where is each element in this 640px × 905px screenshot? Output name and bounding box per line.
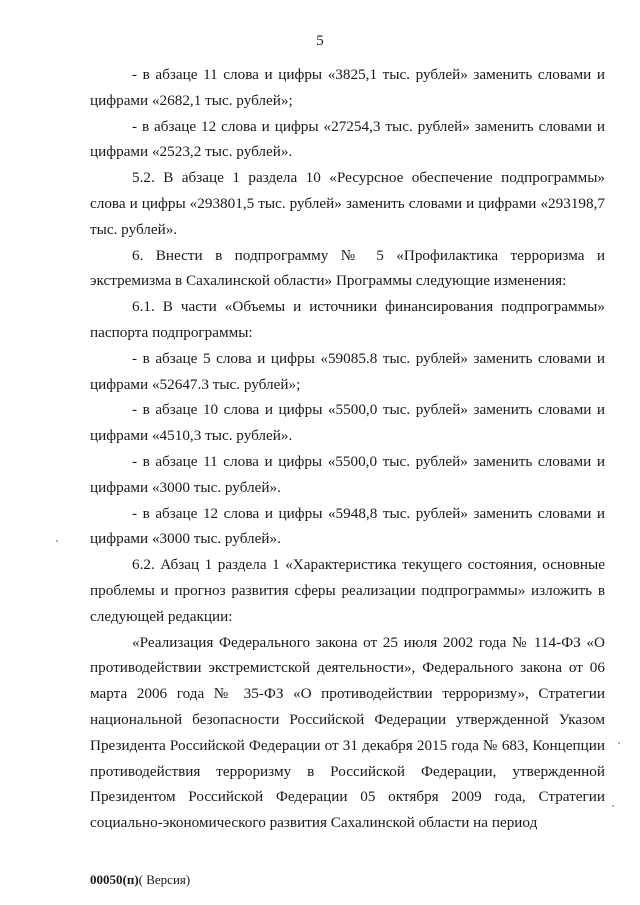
paragraph-6-1-item-12: - в абзаце 12 слова и цифры «5948,8 тыс. рублей» заменить словами и цифрами «3000 тыс. рублей». [90,504,605,548]
paragraph-5-2: 5.2. В абзаце 1 раздела 10 «Ресурсное обеспечение подпрограммы» слова и цифры «293801,5 тыс. рублей» заменить словами и цифрами «293198,7 тыс. рублей». [90,169,605,238]
paragraph-5-1-item-12: - в абзаце 12 слова и цифры «27254,3 тыс. рублей» заменить словами и цифрами «2523,2 тыс. рублей». [90,117,605,161]
paragraph-quote: «Реализация Федерального закона от 25 июля 2002 года № 114-ФЗ «О противодействии экстремистской деятельности», Федерального закона от 06 марта 2006 года № 35-ФЗ «О противодействии терроризму», Стратегии национальной безопасности Российской Федерации утвержденной Указом Президента Российской Федерации от 31 декабря 2015 года № 683, Концепции противодействия терроризму в Российской Федерации, утвержденной Президентом Российской Федерации 05 октября 2009 года, Стратегии социально-экономического развития Сахалинской области на период [90,633,605,832]
scan-speck [612,805,614,807]
scan-speck [618,742,620,744]
footer [90,872,190,888]
paragraph-6-1-item-5: - в абзаце 5 слова и цифры «59085.8 тыс. рублей» заменить словами и цифрами «52647.3 тыс. рублей»; [90,349,605,393]
paragraph-6-1-item-10: - в абзаце 10 слова и цифры «5500,0 тыс. рублей» заменить словами и цифрами «4510,3 тыс. рублей». [90,401,605,445]
footer-version: ( Версия) [138,872,191,887]
paragraph-6-2: 6.2. Абзац 1 раздела 1 «Характеристика текущего состояния, основные проблемы и прогноз развития сферы реализации подпрограммы» изложить в следующей редакции: [90,556,605,625]
paragraph-6-1: 6.1. В части «Объемы и источники финансирования подпрограммы» паспорта подпрограммы: [90,298,605,341]
paragraph-6-1-item-11: - в абзаце 11 слова и цифры «5500,0 тыс. рублей» заменить словами и цифрами «3000 тыс. рублей». [90,452,605,496]
paragraph-6: 6. Внести в подпрограмму № 5 «Профилактика терроризма и экстремизма в Сахалинской области» Программы следующие изменения: [90,246,605,290]
paragraph-5-1-item-11: - в абзаце 11 слова и цифры «3825,1 тыс. рублей» заменить словами и цифрами «2682,1 тыс. рублей»; [90,66,605,109]
document-body [90,62,605,836]
footer-doc-code: 00050(п) [90,872,139,887]
page-number: 5 [316,33,324,49]
scan-speck [56,540,58,542]
